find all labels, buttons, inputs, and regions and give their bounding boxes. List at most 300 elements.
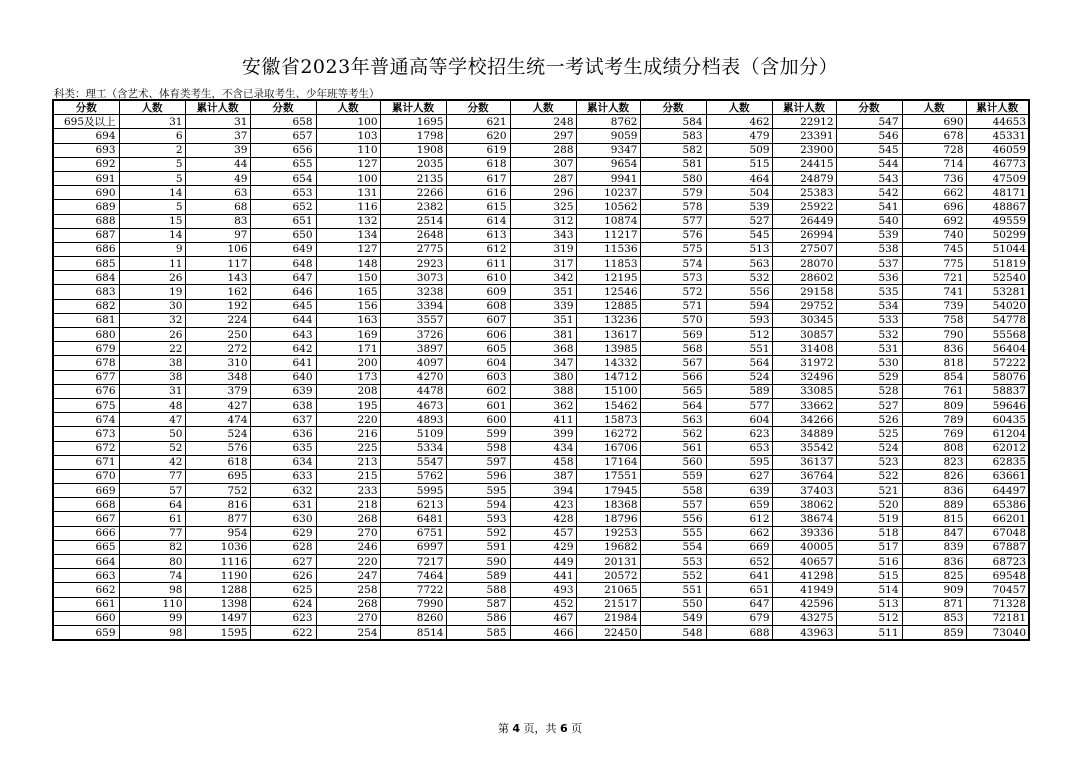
count-cell: 457: [510, 526, 576, 540]
count-cell: 809: [902, 398, 966, 412]
count-cell: 692: [902, 214, 966, 228]
count-cell: 839: [902, 540, 966, 554]
table-row: [53, 143, 1029, 157]
table-row: [53, 498, 1029, 512]
cumulative-cell: 6481: [380, 512, 446, 526]
count-cell: 270: [316, 526, 380, 540]
cumulative-cell: 62012: [966, 441, 1029, 455]
score-cell: 587: [446, 597, 510, 611]
score-cell: 512: [836, 611, 902, 625]
cumulative-cell: 3394: [380, 299, 446, 313]
score-cell: 545: [836, 143, 902, 157]
cumulative-cell: 6751: [380, 526, 446, 540]
cumulative-cell: 427: [185, 398, 250, 412]
score-cell: 584: [640, 115, 706, 129]
count-cell: 26: [119, 328, 185, 342]
count-cell: 312: [510, 214, 576, 228]
score-cell: 637: [250, 413, 316, 427]
cumulative-cell: 2035: [380, 157, 446, 171]
cumulative-cell: 524: [185, 427, 250, 441]
cumulative-cell: 25383: [772, 186, 836, 200]
cumulative-cell: 24879: [772, 171, 836, 185]
count-cell: 688: [706, 625, 772, 640]
count-cell: 836: [902, 342, 966, 356]
score-cell: 561: [640, 441, 706, 455]
count-cell: 434: [510, 441, 576, 455]
count-cell: 745: [902, 242, 966, 256]
count-cell: 388: [510, 384, 576, 398]
cumulative-cell: 22912: [772, 115, 836, 129]
score-cell: 647: [250, 271, 316, 285]
count-cell: 150: [316, 271, 380, 285]
score-cell: 596: [446, 469, 510, 483]
score-cell: 678: [53, 356, 119, 370]
score-cell: 519: [836, 512, 902, 526]
count-cell: 268: [316, 597, 380, 611]
count-cell: 449: [510, 555, 576, 569]
score-cell: 689: [53, 200, 119, 214]
cumulative-cell: 1798: [380, 129, 446, 143]
count-cell: 589: [706, 384, 772, 398]
table-row: [53, 228, 1029, 242]
table-row: [53, 583, 1029, 597]
table-row: [53, 484, 1029, 498]
score-cell: 528: [836, 384, 902, 398]
page-title: 安徽省2023年普通高等学校招生统一考试考生成绩分档表（含加分）: [241, 56, 839, 78]
cumulative-cell: 54020: [966, 299, 1029, 313]
cumulative-cell: 57222: [966, 356, 1029, 370]
cumulative-cell: 54778: [966, 313, 1029, 327]
score-cell: 517: [836, 540, 902, 554]
score-cell: 617: [446, 171, 510, 185]
cumulative-cell: 36137: [772, 455, 836, 469]
count-cell: 775: [902, 257, 966, 271]
score-cell: 628: [250, 540, 316, 554]
cumulative-cell: 10562: [576, 200, 640, 214]
count-cell: 287: [510, 171, 576, 185]
count-cell: 387: [510, 469, 576, 483]
cumulative-cell: 22450: [576, 625, 640, 640]
score-cell: 612: [446, 242, 510, 256]
table-row: [53, 200, 1029, 214]
count-cell: 859: [902, 625, 966, 640]
cumulative-cell: 2135: [380, 171, 446, 185]
cumulative-cell: 53281: [966, 285, 1029, 299]
count-cell: 696: [902, 200, 966, 214]
count-cell: 5: [119, 171, 185, 185]
table-row: [53, 413, 1029, 427]
cumulative-cell: 13985: [576, 342, 640, 356]
score-cell: 658: [250, 115, 316, 129]
cumulative-cell: 42596: [772, 597, 836, 611]
score-cell: 577: [640, 214, 706, 228]
count-cell: 351: [510, 285, 576, 299]
cumulative-cell: 7464: [380, 569, 446, 583]
score-cell: 585: [446, 625, 510, 640]
cumulative-cell: 17164: [576, 455, 640, 469]
score-cell: 668: [53, 498, 119, 512]
cumulative-cell: 11536: [576, 242, 640, 256]
score-cell: 570: [640, 313, 706, 327]
score-cell: 549: [640, 611, 706, 625]
score-cell: 606: [446, 328, 510, 342]
score-cell: 687: [53, 228, 119, 242]
count-cell: 769: [902, 427, 966, 441]
score-cell: 527: [836, 398, 902, 412]
count-cell: 15: [119, 214, 185, 228]
count-cell: 789: [902, 413, 966, 427]
cumulative-cell: 52540: [966, 271, 1029, 285]
score-cell: 672: [53, 441, 119, 455]
score-cell: 648: [250, 257, 316, 271]
count-cell: 233: [316, 484, 380, 498]
score-cell: 536: [836, 271, 902, 285]
score-cell: 650: [250, 228, 316, 242]
cumulative-cell: 224: [185, 313, 250, 327]
score-cell: 643: [250, 328, 316, 342]
score-cell: 669: [53, 484, 119, 498]
score-cell: 543: [836, 171, 902, 185]
score-cell: 609: [446, 285, 510, 299]
score-cell: 520: [836, 498, 902, 512]
score-cell: 599: [446, 427, 510, 441]
score-cell: 607: [446, 313, 510, 327]
cumulative-cell: 62835: [966, 455, 1029, 469]
score-cell: 645: [250, 299, 316, 313]
count-cell: 627: [706, 469, 772, 483]
count-cell: 825: [902, 569, 966, 583]
count-cell: 225: [316, 441, 380, 455]
cumulative-cell: 49559: [966, 214, 1029, 228]
cumulative-cell: 5334: [380, 441, 446, 455]
score-cell: 662: [53, 583, 119, 597]
count-cell: 662: [902, 186, 966, 200]
cumulative-cell: 7217: [380, 555, 446, 569]
table-body: [53, 115, 1029, 640]
score-cell: 618: [446, 157, 510, 171]
table-row: [53, 328, 1029, 342]
score-cell: 542: [836, 186, 902, 200]
count-cell: 423: [510, 498, 576, 512]
score-cell: 590: [446, 555, 510, 569]
cumulative-cell: 34889: [772, 427, 836, 441]
count-cell: 110: [119, 597, 185, 611]
score-cell: 530: [836, 356, 902, 370]
score-cell: 594: [446, 498, 510, 512]
count-cell: 50: [119, 427, 185, 441]
cumulative-cell: 23391: [772, 129, 836, 143]
cumulative-cell: 11853: [576, 257, 640, 271]
count-cell: 394: [510, 484, 576, 498]
score-cell: 526: [836, 413, 902, 427]
score-cell: 604: [446, 356, 510, 370]
count-cell: 11: [119, 257, 185, 271]
score-cell: 532: [836, 328, 902, 342]
cumulative-cell: 3897: [380, 342, 446, 356]
cumulative-cell: 3557: [380, 313, 446, 327]
score-cell: 685: [53, 257, 119, 271]
cumulative-cell: 3726: [380, 328, 446, 342]
table-row: [53, 115, 1029, 129]
count-cell: 268: [316, 512, 380, 526]
cumulative-cell: 12195: [576, 271, 640, 285]
table-row: [53, 299, 1029, 313]
count-cell: 195: [316, 398, 380, 412]
count-cell: 740: [902, 228, 966, 242]
score-cell: 673: [53, 427, 119, 441]
cumulative-cell: 36764: [772, 469, 836, 483]
count-cell: 452: [510, 597, 576, 611]
score-cell: 613: [446, 228, 510, 242]
table-row: [53, 186, 1029, 200]
cumulative-cell: 33085: [772, 384, 836, 398]
cumulative-cell: 38062: [772, 498, 836, 512]
count-cell: 758: [902, 313, 966, 327]
cumulative-cell: 117: [185, 257, 250, 271]
cumulative-cell: 49: [185, 171, 250, 185]
cumulative-cell: 1695: [380, 115, 446, 129]
count-cell: 647: [706, 597, 772, 611]
count-cell: 551: [706, 342, 772, 356]
cumulative-cell: 2382: [380, 200, 446, 214]
count-cell: 539: [706, 200, 772, 214]
table-row: [53, 540, 1029, 554]
cumulative-cell: 12546: [576, 285, 640, 299]
score-cell: 525: [836, 427, 902, 441]
cumulative-cell: 4893: [380, 413, 446, 427]
score-cell: 556: [640, 512, 706, 526]
count-cell: 14: [119, 186, 185, 200]
cumulative-cell: 877: [185, 512, 250, 526]
table-row: [53, 171, 1029, 185]
score-cell: 593: [446, 512, 510, 526]
table-row: [53, 625, 1029, 640]
count-cell: 714: [902, 157, 966, 171]
count-cell: 246: [316, 540, 380, 554]
score-cell: 538: [836, 242, 902, 256]
score-cell: 631: [250, 498, 316, 512]
cumulative-cell: 28070: [772, 257, 836, 271]
cumulative-cell: 39336: [772, 526, 836, 540]
cumulative-cell: 67048: [966, 526, 1029, 540]
count-cell: 808: [902, 441, 966, 455]
count-cell: 169: [316, 328, 380, 342]
score-cell: 671: [53, 455, 119, 469]
count-cell: 790: [902, 328, 966, 342]
score-cell: 652: [250, 200, 316, 214]
count-cell: 641: [706, 569, 772, 583]
cumulative-cell: 28602: [772, 271, 836, 285]
cumulative-cell: 33662: [772, 398, 836, 412]
count-cell: 213: [316, 455, 380, 469]
header-cell: 累计人数: [966, 100, 1029, 115]
count-cell: 317: [510, 257, 576, 271]
cumulative-cell: 2266: [380, 186, 446, 200]
count-cell: 854: [902, 370, 966, 384]
table-row: [53, 427, 1029, 441]
count-cell: 604: [706, 413, 772, 427]
count-cell: 739: [902, 299, 966, 313]
cumulative-cell: 67887: [966, 540, 1029, 554]
score-cell: 557: [640, 498, 706, 512]
cumulative-cell: 2514: [380, 214, 446, 228]
score-cell: 682: [53, 299, 119, 313]
score-cell: 535: [836, 285, 902, 299]
cumulative-cell: 474: [185, 413, 250, 427]
score-cell: 621: [446, 115, 510, 129]
score-cell: 578: [640, 200, 706, 214]
count-cell: 741: [902, 285, 966, 299]
count-cell: 458: [510, 455, 576, 469]
count-cell: 220: [316, 413, 380, 427]
count-cell: 297: [510, 129, 576, 143]
cumulative-cell: 106: [185, 242, 250, 256]
count-cell: 545: [706, 228, 772, 242]
count-cell: 659: [706, 498, 772, 512]
score-cell: 644: [250, 313, 316, 327]
header-cell: 分数: [836, 100, 902, 115]
count-cell: 325: [510, 200, 576, 214]
table-row: [53, 157, 1029, 171]
cumulative-cell: 1190: [185, 569, 250, 583]
score-cell: 670: [53, 469, 119, 483]
cumulative-cell: 65386: [966, 498, 1029, 512]
score-cell: 619: [446, 143, 510, 157]
header-cell: 人数: [706, 100, 772, 115]
score-cell: 547: [836, 115, 902, 129]
count-cell: 593: [706, 313, 772, 327]
score-cell: 601: [446, 398, 510, 412]
cumulative-cell: 69548: [966, 569, 1029, 583]
table-row: [53, 370, 1029, 384]
score-cell: 691: [53, 171, 119, 185]
score-cell: 620: [446, 129, 510, 143]
table-row: [53, 285, 1029, 299]
count-cell: 823: [902, 455, 966, 469]
table-row: [53, 526, 1029, 540]
table-row: [53, 398, 1029, 412]
count-cell: 200: [316, 356, 380, 370]
score-cell: 655: [250, 157, 316, 171]
count-cell: 464: [706, 171, 772, 185]
count-cell: 343: [510, 228, 576, 242]
cumulative-cell: 14332: [576, 356, 640, 370]
count-cell: 47: [119, 413, 185, 427]
score-cell: 695及以上: [53, 115, 119, 129]
count-cell: 171: [316, 342, 380, 356]
score-cell: 586: [446, 611, 510, 625]
cumulative-cell: 26449: [772, 214, 836, 228]
cumulative-cell: 46059: [966, 143, 1029, 157]
count-cell: 100: [316, 171, 380, 185]
cumulative-cell: 24415: [772, 157, 836, 171]
cumulative-cell: 68: [185, 200, 250, 214]
cumulative-cell: 17551: [576, 469, 640, 483]
table-row: [53, 257, 1029, 271]
cumulative-cell: 29158: [772, 285, 836, 299]
score-cell: 616: [446, 186, 510, 200]
count-cell: 595: [706, 455, 772, 469]
count-cell: 690: [902, 115, 966, 129]
header-cell: 分数: [53, 100, 119, 115]
count-cell: 342: [510, 271, 576, 285]
table-row: [53, 242, 1029, 256]
table-header-row: [53, 100, 1029, 115]
cumulative-cell: 10237: [576, 186, 640, 200]
cumulative-cell: 2775: [380, 242, 446, 256]
count-cell: 679: [706, 611, 772, 625]
cumulative-cell: 8762: [576, 115, 640, 129]
cumulative-cell: 21984: [576, 611, 640, 625]
cumulative-cell: 15873: [576, 413, 640, 427]
cumulative-cell: 31972: [772, 356, 836, 370]
count-cell: 38: [119, 370, 185, 384]
score-cell: 533: [836, 313, 902, 327]
cumulative-cell: 60435: [966, 413, 1029, 427]
cumulative-cell: 71328: [966, 597, 1029, 611]
score-cell: 597: [446, 455, 510, 469]
count-cell: 556: [706, 285, 772, 299]
cumulative-cell: 954: [185, 526, 250, 540]
score-cell: 654: [250, 171, 316, 185]
table-row: [53, 611, 1029, 625]
score-cell: 581: [640, 157, 706, 171]
score-cell: 651: [250, 214, 316, 228]
count-cell: 736: [902, 171, 966, 185]
count-cell: 836: [902, 555, 966, 569]
score-cell: 674: [53, 413, 119, 427]
score-cell: 558: [640, 484, 706, 498]
count-cell: 270: [316, 611, 380, 625]
count-cell: 564: [706, 356, 772, 370]
cumulative-cell: 59646: [966, 398, 1029, 412]
cumulative-cell: 143: [185, 271, 250, 285]
count-cell: 156: [316, 299, 380, 313]
score-cell: 565: [640, 384, 706, 398]
count-cell: 38: [119, 356, 185, 370]
score-cell: 583: [640, 129, 706, 143]
cumulative-cell: 18796: [576, 512, 640, 526]
score-cell: 680: [53, 328, 119, 342]
cumulative-cell: 19682: [576, 540, 640, 554]
count-cell: 623: [706, 427, 772, 441]
cumulative-cell: 83: [185, 214, 250, 228]
score-cell: 611: [446, 257, 510, 271]
score-cell: 521: [836, 484, 902, 498]
score-cell: 523: [836, 455, 902, 469]
cumulative-cell: 11217: [576, 228, 640, 242]
page-footer: [0, 720, 1080, 736]
score-cell: 660: [53, 611, 119, 625]
cumulative-cell: 18368: [576, 498, 640, 512]
score-cell: 692: [53, 157, 119, 171]
count-cell: 9: [119, 242, 185, 256]
score-cell: 614: [446, 214, 510, 228]
cumulative-cell: 15462: [576, 398, 640, 412]
count-cell: 368: [510, 342, 576, 356]
cumulative-cell: 51819: [966, 257, 1029, 271]
cumulative-cell: 379: [185, 384, 250, 398]
score-cell: 676: [53, 384, 119, 398]
score-cell: 515: [836, 569, 902, 583]
score-cell: 626: [250, 569, 316, 583]
cumulative-cell: 39: [185, 143, 250, 157]
cumulative-cell: 56404: [966, 342, 1029, 356]
count-cell: 362: [510, 398, 576, 412]
count-cell: 728: [902, 143, 966, 157]
count-cell: 466: [510, 625, 576, 640]
count-cell: 48: [119, 398, 185, 412]
